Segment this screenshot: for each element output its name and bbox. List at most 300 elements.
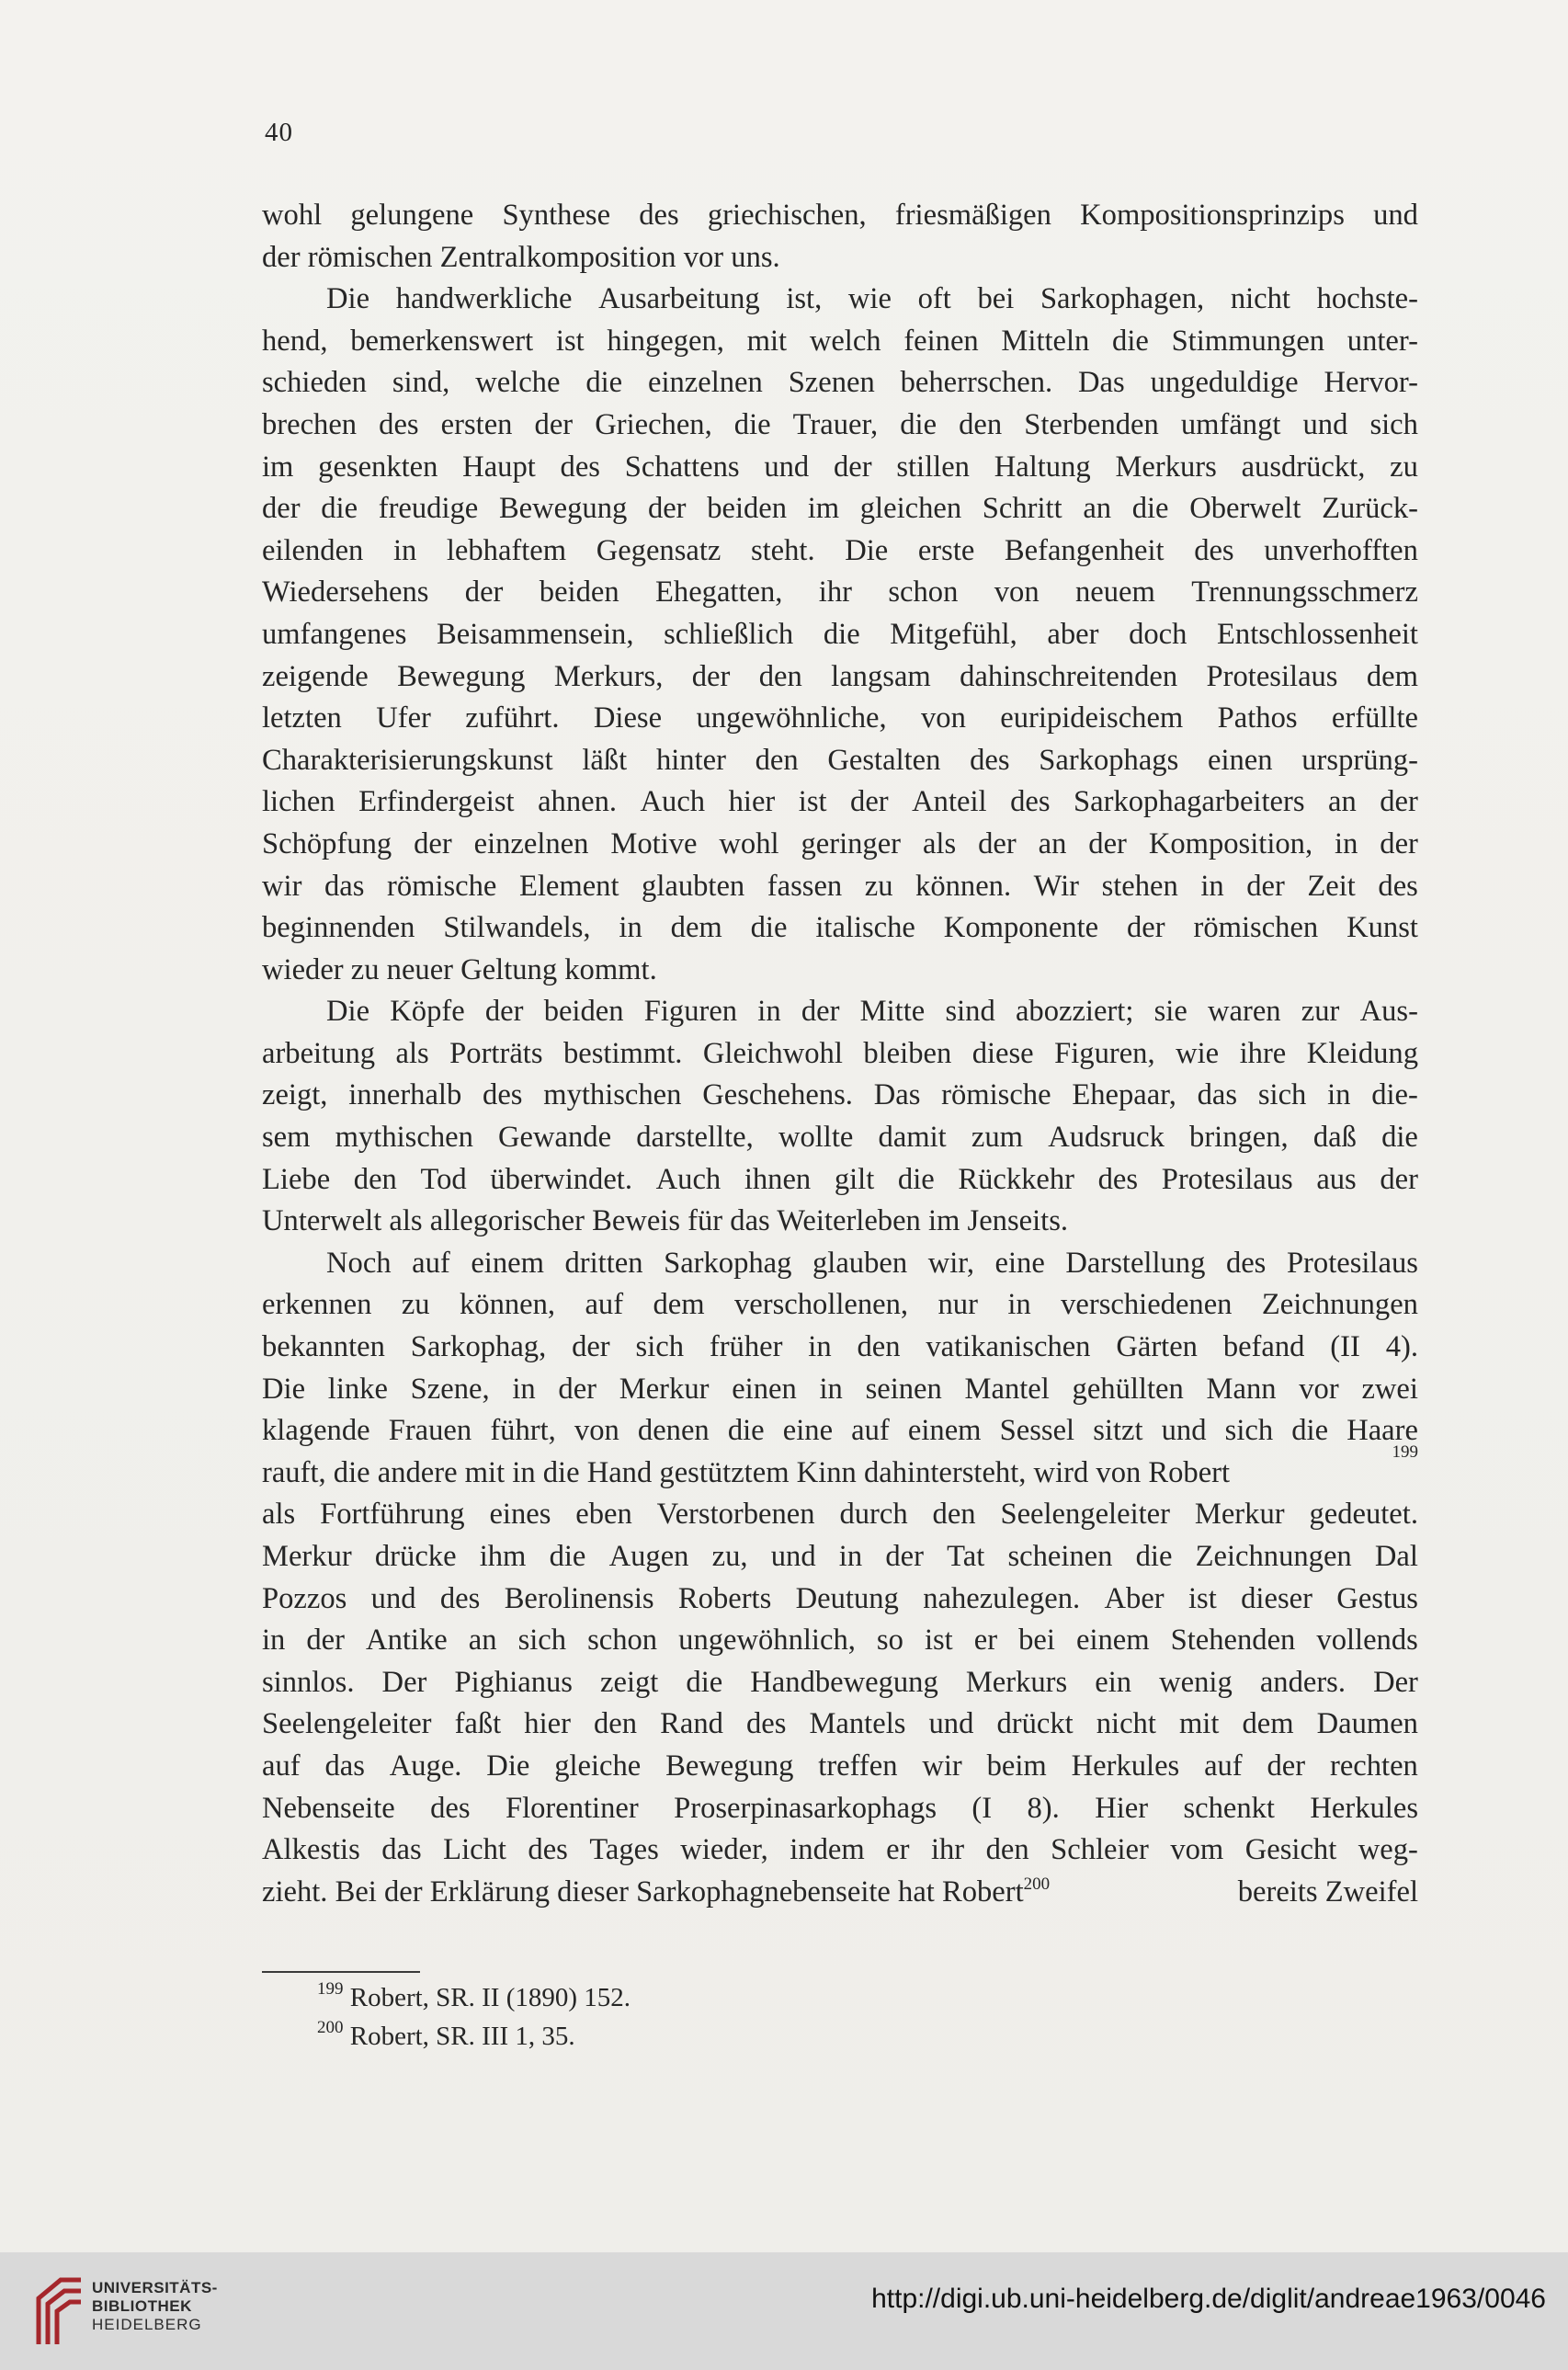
- word: ausdrückt,: [1241, 450, 1366, 484]
- word: letzten: [262, 701, 342, 735]
- text-fragment-b: bereits Zweifel: [1237, 1874, 1418, 1909]
- word: brechen: [262, 407, 358, 441]
- word: Komponente: [943, 911, 1099, 945]
- word: beiden: [707, 492, 788, 526]
- word: in: [808, 1330, 832, 1364]
- word: abozziert;: [1015, 995, 1134, 1029]
- word: Schleier: [1051, 1833, 1149, 1867]
- word: Die: [486, 1749, 530, 1783]
- word: Komposition,: [1148, 826, 1313, 860]
- word: Zeichnungen: [1261, 1288, 1418, 1322]
- word: waren: [1208, 995, 1281, 1029]
- text-line: der römischen Zentralkomposition vor uns.: [262, 240, 780, 274]
- word: griechischen,: [707, 199, 867, 232]
- word: 8).: [1027, 1791, 1060, 1825]
- word: die: [750, 911, 788, 945]
- word: welch: [809, 324, 881, 358]
- word: Figuren,: [1054, 1036, 1155, 1070]
- word: stehen: [1101, 869, 1178, 903]
- word: können,: [459, 1288, 556, 1322]
- word: euripideischem: [1000, 701, 1184, 735]
- text-line: [262, 1536, 1418, 1578]
- word: an: [468, 1624, 497, 1658]
- word: denen: [637, 1414, 710, 1448]
- word: der: [885, 1540, 924, 1573]
- word: mit: [746, 324, 788, 358]
- word: gehüllten: [1072, 1372, 1184, 1406]
- word: Florentiner: [505, 1791, 639, 1825]
- word: ungewöhnlich,: [678, 1624, 856, 1658]
- word: dem: [1242, 1707, 1294, 1741]
- word: die-: [1371, 1078, 1418, 1112]
- word: ihr: [818, 575, 852, 610]
- text-line: [262, 991, 1418, 1033]
- word: klagende: [262, 1414, 370, 1448]
- word: Figuren: [643, 995, 738, 1029]
- word: handwerkliche: [395, 282, 573, 316]
- word: Auge.: [389, 1749, 462, 1783]
- word: Berolinensis: [504, 1581, 654, 1615]
- word: eilenden: [262, 533, 364, 567]
- body-text: [262, 195, 1418, 1913]
- word: Kompositionsprinzips: [1080, 199, 1345, 232]
- text-line: [262, 1410, 1418, 1453]
- word: wohl: [719, 826, 779, 860]
- word: gesenkten: [318, 450, 438, 484]
- word: Trauer,: [792, 407, 879, 441]
- word: nahezulegen.: [923, 1581, 1081, 1615]
- word: in: [262, 1624, 286, 1658]
- word: ist: [924, 1624, 953, 1658]
- word: ist: [798, 785, 827, 819]
- word: an: [1328, 785, 1357, 819]
- word: vollends: [1316, 1624, 1418, 1658]
- word: gelungene: [350, 199, 474, 232]
- text-line: [262, 907, 1418, 950]
- word: des: [560, 450, 600, 484]
- word: in: [838, 1540, 863, 1573]
- word: aus: [1316, 1162, 1357, 1196]
- word: ist: [1188, 1581, 1217, 1615]
- word: stillen: [896, 450, 970, 484]
- word: eines: [489, 1498, 551, 1532]
- text-line: [262, 1578, 1418, 1621]
- word: Merkur: [1194, 1498, 1285, 1532]
- word: einem: [907, 1414, 982, 1448]
- word: innerhalb: [348, 1078, 462, 1112]
- word: Ufer: [376, 701, 431, 735]
- word: Schritt: [982, 492, 1062, 526]
- word: Zeichnungen: [1195, 1540, 1352, 1573]
- word: Haare: [1346, 1414, 1418, 1448]
- word: Der: [1373, 1665, 1418, 1699]
- word: mythischen: [543, 1078, 682, 1112]
- word: sitzt: [1093, 1414, 1143, 1448]
- word: in: [1335, 826, 1358, 860]
- word: früher: [709, 1330, 783, 1364]
- word: dem: [653, 1288, 705, 1322]
- word: Verstorbenen: [656, 1498, 815, 1532]
- word: dieser: [1241, 1581, 1312, 1615]
- word: gedeutet.: [1309, 1498, 1418, 1532]
- source-url-link[interactable]: http://digi.ub.uni-heidelberg.de/diglit/andreae1963/0046: [871, 2284, 1546, 2314]
- word: Alkestis: [262, 1833, 360, 1867]
- word: ihr: [930, 1833, 965, 1867]
- word: Rückkehr: [958, 1162, 1075, 1196]
- word: Seelengeleiter: [1000, 1498, 1170, 1532]
- word: die: [897, 1162, 935, 1196]
- footnote-number: 200: [317, 2018, 344, 2037]
- library-name-line1: UNIVERSITÄTS-: [92, 2279, 218, 2296]
- word: und: [1161, 1414, 1207, 1448]
- word: Tages: [589, 1833, 659, 1867]
- word: des: [439, 1581, 481, 1615]
- word: vom: [1170, 1833, 1224, 1867]
- word: den: [932, 1498, 976, 1532]
- word: den: [959, 407, 1003, 441]
- word: ihm: [479, 1540, 527, 1573]
- word: Aber: [1104, 1581, 1165, 1615]
- library-logo-icon: [33, 2271, 85, 2350]
- word: Roberts: [677, 1581, 772, 1615]
- word: Stehenden: [1170, 1624, 1296, 1658]
- word: Kunst: [1346, 911, 1418, 945]
- word: beiden: [543, 995, 624, 1029]
- word: unverhofften: [1264, 533, 1418, 567]
- text-line: [262, 1284, 1418, 1327]
- word: indem: [790, 1833, 865, 1867]
- word: der: [801, 995, 840, 1029]
- word: Bewegung: [665, 1749, 794, 1783]
- word: unter-: [1346, 324, 1418, 358]
- word: freudige: [378, 492, 479, 526]
- word: den: [758, 659, 802, 693]
- text-line: [262, 321, 1418, 363]
- word: und: [928, 1707, 974, 1741]
- word: bringen,: [1189, 1121, 1289, 1155]
- word: auf: [851, 1414, 890, 1448]
- footnote-ref-200: 200: [1023, 1874, 1051, 1894]
- word: treffen: [818, 1749, 898, 1783]
- footnote-text: Robert, SR. II (1890) 152.: [349, 1983, 631, 2012]
- word: italische: [815, 911, 915, 945]
- word: zu: [401, 1288, 430, 1322]
- word: schließlich: [664, 617, 794, 651]
- library-name-line3: HEIDELBERG: [92, 2316, 202, 2333]
- word: einem: [1075, 1624, 1150, 1658]
- word: Pozzos: [262, 1581, 347, 1615]
- word: in: [1007, 1288, 1031, 1322]
- word: der: [1126, 911, 1165, 945]
- word: Befangenheit: [1004, 533, 1165, 567]
- word: den: [985, 1833, 1029, 1867]
- text-line: [262, 781, 1418, 824]
- word: Bewegung: [498, 492, 628, 526]
- word: erkennen: [262, 1288, 372, 1322]
- text-line: [262, 404, 1418, 447]
- word: Die: [326, 282, 370, 316]
- word: die: [1381, 1121, 1418, 1155]
- word: auf: [262, 1749, 301, 1783]
- word: Liebe: [262, 1162, 331, 1196]
- word: beiden: [539, 575, 619, 610]
- word: Wir: [1033, 869, 1080, 903]
- word: zu,: [711, 1540, 748, 1573]
- word: Entschlossenheit: [1217, 617, 1418, 651]
- word: die: [549, 1540, 586, 1573]
- text-fragment-a: zieht. Bei der Erklärung dieser Sarkophagnebenseite hat Robert: [262, 1874, 1024, 1909]
- word: der: [262, 492, 301, 526]
- word: bleiben: [863, 1036, 952, 1070]
- word: Aus-: [1359, 995, 1418, 1029]
- word: ein: [1095, 1665, 1132, 1699]
- word: sind: [945, 995, 995, 1029]
- word: Pighianus: [454, 1665, 573, 1699]
- word: einzelnen: [648, 366, 763, 400]
- word: Augen: [608, 1540, 689, 1573]
- word: Stimmungen: [1171, 324, 1325, 358]
- word: (II: [1330, 1330, 1360, 1364]
- word: in: [1200, 869, 1224, 903]
- word: sich: [1257, 1078, 1307, 1112]
- library-name: [92, 2279, 218, 2334]
- text-fragment: rauft, die andere mit in die Hand gestütztem Kinn dahintersteht, wird von Robert: [262, 1455, 1231, 1489]
- word: sich: [635, 1330, 684, 1364]
- word: in: [1327, 1078, 1351, 1112]
- word: Herkules: [1071, 1749, 1180, 1783]
- word: Haltung: [994, 450, 1091, 484]
- word: der: [1088, 826, 1127, 860]
- word: und: [370, 1581, 416, 1615]
- word: sem: [262, 1121, 311, 1155]
- word: römische: [941, 1078, 1051, 1112]
- word: den: [857, 1330, 901, 1364]
- word: der: [414, 826, 452, 860]
- text-line: [262, 698, 1418, 740]
- word: erfüllte: [1331, 701, 1418, 735]
- word: des: [483, 1078, 523, 1112]
- word: durch: [839, 1498, 908, 1532]
- word: wir: [922, 1749, 962, 1783]
- word: die: [321, 492, 358, 526]
- word: als: [262, 1498, 296, 1532]
- word: neuem: [1075, 575, 1155, 610]
- word: sich: [1224, 1414, 1274, 1448]
- word: erste: [917, 533, 975, 567]
- word: zum: [971, 1121, 1024, 1155]
- word: die: [686, 1665, 723, 1699]
- word: Noch: [326, 1246, 392, 1280]
- word: schieden: [262, 366, 367, 400]
- word: der: [484, 995, 524, 1029]
- word: in: [392, 533, 417, 567]
- word: oft: [917, 282, 951, 316]
- word: Gleichwohl: [702, 1036, 843, 1070]
- word: beginnenden: [262, 911, 415, 945]
- word: des: [1378, 869, 1418, 903]
- word: geringer: [801, 826, 902, 860]
- word: der: [647, 492, 687, 526]
- word: Erfindergeist: [358, 785, 515, 819]
- word: rechten: [1329, 1749, 1418, 1783]
- word: des: [970, 743, 1010, 777]
- word: eine: [782, 1414, 834, 1448]
- word: ersten: [440, 407, 513, 441]
- word: nicht: [1230, 282, 1290, 316]
- word: römische: [386, 869, 497, 903]
- word: der: [1246, 869, 1285, 903]
- word: und: [1302, 407, 1348, 441]
- word: auf: [585, 1288, 624, 1322]
- word: überwindet.: [490, 1162, 632, 1196]
- word: bemerkenswert: [350, 324, 534, 358]
- word: des: [528, 1833, 568, 1867]
- word: lebhaftem: [446, 533, 567, 567]
- text-line: [262, 1746, 1418, 1788]
- word: Zeit: [1307, 869, 1356, 903]
- word: Die: [845, 533, 889, 567]
- word: das: [1197, 1078, 1238, 1112]
- text-line: [262, 1829, 1418, 1872]
- word: Schöpfung: [262, 826, 392, 860]
- text-line: [262, 1662, 1418, 1704]
- word: Haupt: [462, 450, 536, 484]
- word: verschollenen,: [734, 1288, 909, 1322]
- word: Das: [873, 1078, 921, 1112]
- word: Die: [262, 1372, 306, 1406]
- footnote-number: 199: [317, 1979, 344, 1999]
- word: Diese: [593, 701, 663, 735]
- word: nicht: [1096, 1707, 1156, 1741]
- word: umfangenes: [262, 617, 407, 651]
- word: hingegen,: [607, 324, 724, 358]
- text-line: [262, 447, 1418, 489]
- word: Sessel: [999, 1414, 1075, 1448]
- word: der: [1267, 1749, 1306, 1783]
- word: von: [574, 1414, 619, 1448]
- word: drückt: [996, 1707, 1074, 1741]
- text-line: [262, 1327, 1418, 1369]
- word: in: [619, 911, 642, 945]
- word: Sarkophagen,: [1040, 282, 1205, 316]
- library-name-line2: BIBLIOTHEK: [92, 2297, 192, 2315]
- text-line: [262, 362, 1418, 404]
- word: dem: [1366, 659, 1418, 693]
- text-line: [262, 614, 1418, 656]
- word: eine: [994, 1246, 1045, 1280]
- word: Der: [381, 1665, 427, 1699]
- word: Trennungsschmerz: [1191, 575, 1418, 610]
- word: und: [764, 450, 810, 484]
- word: wieder,: [680, 1833, 768, 1867]
- word: Dal: [1374, 1540, 1418, 1573]
- word: Geschehens.: [702, 1078, 853, 1112]
- word: glauben: [812, 1246, 908, 1280]
- word: den: [594, 1707, 638, 1741]
- word: gleiche: [554, 1749, 642, 1783]
- word: Porträts: [449, 1036, 543, 1070]
- word: gleichen: [859, 492, 962, 526]
- word: seinen: [865, 1372, 942, 1406]
- word: wollte: [778, 1121, 854, 1155]
- text-line: [262, 866, 1418, 908]
- word: zu: [864, 869, 893, 903]
- word: steht.: [750, 533, 815, 567]
- word: sie: [1153, 995, 1187, 1029]
- word: Oberwelt: [1189, 492, 1301, 526]
- word: Gesicht: [1244, 1833, 1337, 1867]
- word: hier: [728, 785, 776, 819]
- word: Die: [326, 995, 370, 1029]
- word: zuführt.: [465, 701, 560, 735]
- word: er: [973, 1624, 998, 1658]
- word: Audsruck: [1048, 1121, 1165, 1155]
- word: lichen: [262, 785, 335, 819]
- word: damit: [878, 1121, 947, 1155]
- word: der: [833, 450, 872, 484]
- word: Synthese: [502, 199, 611, 232]
- word: ihre: [1239, 1036, 1287, 1070]
- word: beim: [986, 1749, 1047, 1783]
- word: Anteil: [912, 785, 987, 819]
- word: zeigt,: [262, 1078, 328, 1112]
- word: faßt: [454, 1707, 502, 1741]
- word: die: [1291, 1414, 1329, 1448]
- word: des: [430, 1791, 471, 1825]
- word: langsam: [831, 659, 931, 693]
- word: Frauen: [388, 1414, 472, 1448]
- word: die: [1131, 492, 1169, 526]
- word: Daumen: [1316, 1707, 1418, 1741]
- word: hier: [524, 1707, 571, 1741]
- text-line: [262, 740, 1418, 782]
- word: des: [1010, 785, 1051, 819]
- word: zur: [1301, 995, 1340, 1029]
- word: 4).: [1385, 1330, 1418, 1364]
- word: Mitteln: [1001, 324, 1090, 358]
- word: des: [639, 199, 679, 232]
- word: Sarkophags: [1039, 743, 1179, 777]
- word: Mann: [1206, 1372, 1277, 1406]
- word: gilt: [834, 1162, 875, 1196]
- text-line: [262, 1159, 1418, 1202]
- word: einen: [732, 1372, 797, 1406]
- text-line: [262, 656, 1418, 699]
- word: (I: [971, 1791, 993, 1825]
- word: diese: [971, 1036, 1034, 1070]
- word: Sarkophag,: [410, 1330, 547, 1364]
- word: Szenen: [788, 366, 875, 400]
- word: Köpfe: [390, 995, 465, 1029]
- word: der: [306, 1624, 345, 1658]
- word: wie: [1176, 1036, 1220, 1070]
- word: das: [381, 1833, 422, 1867]
- word: bei: [1018, 1624, 1055, 1658]
- word: vor: [1299, 1372, 1339, 1406]
- word: den: [353, 1162, 397, 1196]
- word: Mantel: [964, 1372, 1050, 1406]
- word: Nebenseite: [262, 1791, 395, 1825]
- word: führt,: [490, 1414, 556, 1448]
- word: läßt: [582, 743, 628, 777]
- word: die: [823, 617, 860, 651]
- word: wie: [847, 282, 892, 316]
- word: die: [585, 366, 623, 400]
- word: Merkurs,: [553, 659, 664, 693]
- word: vatikanischen: [926, 1330, 1091, 1364]
- word: Charakterisierungskunst: [262, 743, 553, 777]
- word: Fortführung: [320, 1498, 465, 1532]
